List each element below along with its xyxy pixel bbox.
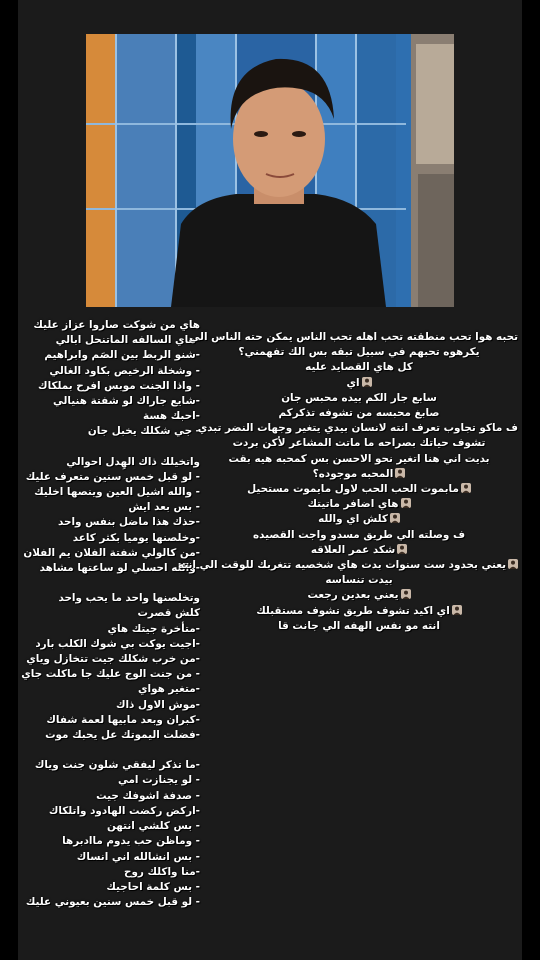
dialogue-line xyxy=(200,573,518,588)
poem-line: -موش الاول ذاك xyxy=(115,698,200,711)
dialogue-text: هاي اضافر ماتيتك xyxy=(307,498,399,511)
dialogue-text: صابغ محبسه من تشوفه تذكركم xyxy=(278,407,440,420)
dialogue-text: تشوف حياتك بصراحه ما ماتت المشاعر لأكن بردت xyxy=(232,437,486,450)
dialogue-line xyxy=(200,604,518,619)
poem-line: -حذك هذا ماضل بنفس واحد xyxy=(57,516,200,529)
dialogue-line xyxy=(200,436,518,451)
person-icon xyxy=(508,559,518,569)
poem-line: -احبك هسة xyxy=(143,410,200,423)
dialogue-text: ف وصلته الي طريق مسدو واجت القصيده xyxy=(252,528,466,541)
person-icon xyxy=(397,544,407,554)
person-icon xyxy=(452,605,462,615)
dialogue-text: ف ماكو تجاوب تعرف انته لانسان بيدي يتغير وجهات النضر تبدي xyxy=(197,422,518,435)
dialogue-line xyxy=(200,467,518,482)
dialogue-line xyxy=(189,330,518,345)
person-icon xyxy=(401,589,411,599)
dialogue-line xyxy=(200,376,518,391)
dialogue-line xyxy=(200,543,518,558)
dialogue-text: اي اكيد تشوف طريق تشوف مستقبلك xyxy=(256,604,450,617)
poem-line: -كبران وبعد مابيها لعمة شفاك xyxy=(46,713,200,726)
poem-line: -اجيت يوكت بي شوك الكلب بارد xyxy=(35,637,200,650)
poem-line: - والله اشيل العين وينصها اخليك xyxy=(34,486,200,499)
poem-line: - بس كلشي انتهن xyxy=(106,820,200,833)
dialogue-text: يعني بعدين رجعت xyxy=(307,589,399,602)
dialogue-text: تحبه هوا تحب منطقته تحب اهله تحب الناس يمكن حته الناس الي xyxy=(189,331,518,343)
poem-line: -من كالولي شفتة الفلان يم الفلان xyxy=(23,546,200,559)
poem-line: -متأخرة جيتك هاي xyxy=(107,622,200,635)
poem-line: - بس انشالله اني انساك xyxy=(76,850,200,863)
poem-line: -اركض ركضت الهادود واتلكاك xyxy=(48,804,200,817)
dialogue-text: سابع جار الكم بيده محبس جان xyxy=(281,391,437,404)
dialogue-text: بديت اني هنا اتغير نحو الاحسن بس كمحبه هيه بقت xyxy=(228,452,490,465)
poem-line: -فضلت اليموتك عل يحبك موت xyxy=(45,729,200,742)
portrait-image xyxy=(86,34,454,307)
poem-line: -ما تذكر ليفقي شلون جنت وياك xyxy=(34,759,200,772)
dialogue-line xyxy=(200,452,518,467)
person-icon xyxy=(390,513,400,523)
dialogue-line xyxy=(177,558,518,573)
dialogue-line xyxy=(197,421,518,436)
dialogue-text: يعني بحدود ست سنوات بدت هاي شخصيه تتغربك للوقت الي انته xyxy=(177,559,506,572)
dialogue-text: اي xyxy=(346,376,360,389)
poem-left-column xyxy=(20,318,200,910)
poem-line: - لو قبل خمس سنين بعيوني عليك xyxy=(25,896,200,909)
poem-line: - واذا الجنت موبس افرح بملكاك xyxy=(38,379,200,392)
person-icon xyxy=(362,377,372,387)
dialogue-text: شكد عمر العلاقه xyxy=(310,543,396,556)
poem-line: -والله احسلي لو ساعتها مشاهد xyxy=(39,562,200,575)
dialogue-text: يكرهوه تحبهم في سبيل تبقه بس الك تفهمني؟ xyxy=(238,346,480,359)
person-icon xyxy=(401,498,411,508)
dialogue-line xyxy=(200,497,518,512)
portrait-photo xyxy=(86,34,454,307)
dialogue-line xyxy=(200,360,518,375)
dialogue-text: بيدت تنساسه xyxy=(325,574,393,587)
dialogue-line xyxy=(200,512,518,527)
person-icon xyxy=(461,483,471,493)
poem-line: -متغير هواي xyxy=(138,683,200,696)
poem-line: -وخلصنها يوميا بكثر كاعد xyxy=(72,531,200,544)
poem-line: -هاي السالفه الماتنحل ابالي xyxy=(55,334,200,347)
poem-line: -من خرب شكلك جيت تتخازل وياي xyxy=(26,653,200,666)
poem-line: - وشخلة الرخيص بكاود الغالي xyxy=(49,364,200,377)
dialogue-line xyxy=(200,345,518,360)
poem-line: - لو قبل خمس سنين متعرف عليك xyxy=(25,470,200,483)
poem-line: - وماظن حب يدوم ماادبرها xyxy=(62,835,200,848)
stanza-gap xyxy=(20,440,200,455)
dialogue-line xyxy=(200,588,518,603)
dialogue-text: كلش اي والله xyxy=(318,513,388,526)
poem-line: هاي من شوكت صاروا عزاز عليك xyxy=(33,319,200,331)
poem-right-column xyxy=(177,330,518,634)
poem-line: وتخلصنها واحد ما يحب واحد xyxy=(58,592,200,605)
poem-line: واتخيلك ذاك الهِدل احوالي xyxy=(66,455,200,468)
dialogue-text: انته مو نفس الهفه الي جانت قا xyxy=(278,619,440,632)
dialogue-line xyxy=(200,619,518,634)
poem-line: - بس كلمة احاجيك xyxy=(106,880,200,893)
poem-line: - بس بعد ايش xyxy=(128,501,200,514)
dialogue-text: مابموت الحب الحب لاول مايموت مستحيل xyxy=(247,483,459,496)
dialogue-text: كل هاي القصايد عليه xyxy=(305,361,413,374)
poem-line: - لو يجنازت امي xyxy=(117,774,200,787)
poem-line: -منا واكلك روح xyxy=(123,865,200,878)
poem-line: - من جنت الوج عليك جا ماكلت جاي xyxy=(21,668,200,681)
poem-line: -شايع جاراك لو شفتة هنيالي xyxy=(52,395,200,408)
dialogue-line xyxy=(200,406,518,421)
person-icon xyxy=(395,468,405,478)
stanza-gap xyxy=(20,743,200,758)
dialogue-text: المحبه موجوده؟ xyxy=(312,467,394,480)
dialogue-line xyxy=(200,482,518,497)
poem-line: كلش قصرت xyxy=(137,607,200,620)
poem-line: - جي شكلك يخبل جان xyxy=(87,425,200,438)
poem-line: -شنو الربط بين الصَم وابراهيم xyxy=(44,349,200,362)
dialogue-line xyxy=(200,391,518,406)
dialogue-line xyxy=(200,528,518,543)
poem-line: - صدفة اشوفك جيت xyxy=(96,789,200,802)
stanza-gap xyxy=(20,576,200,591)
